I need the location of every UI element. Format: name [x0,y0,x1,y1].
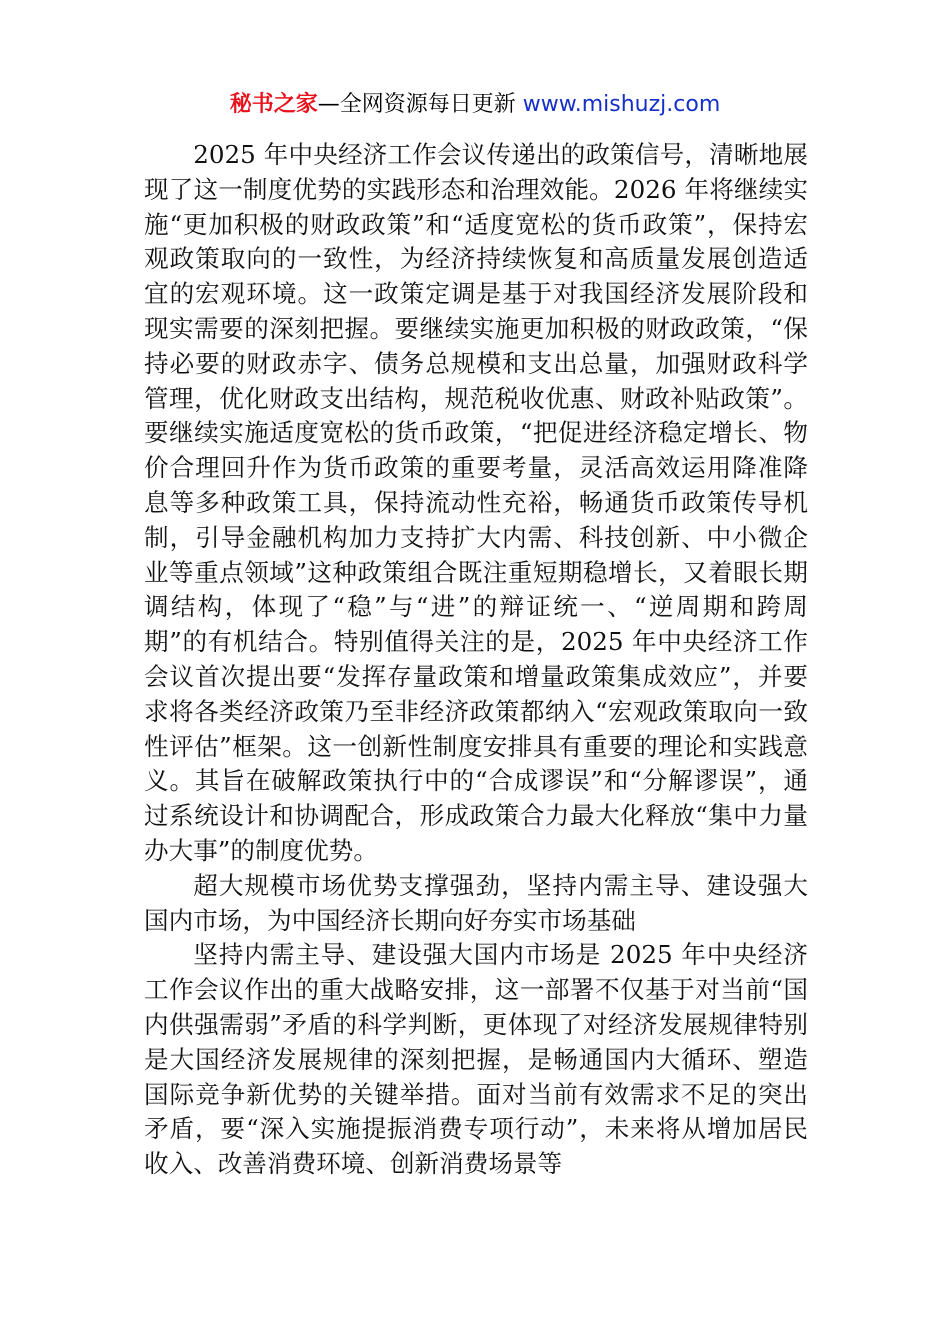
brand-name: 秘书之家 [229,92,318,117]
header-slogan: —全网资源每日更新 [317,92,523,117]
paragraph-3: 坚持内需主导、建设强大国内市场是 2025 年中央经济工作会议作出的重大战略安排，这一部署不仅基于对当前“国内供强需弱”矛盾的科学判断，更体现了对经济发展规律特别是大国经济发展规律的深刻把握，是畅通国内大循环、塑造国际竞争新优势的关键举措。面对当前有效需求不足的突出矛盾，要“深入实施提振消费专项行动”，未来将从增加居民收入、改善消费环境、创新消费场景等 [144,940,808,1179]
document-body [144,138,808,1182]
page-header [0,90,950,120]
paragraph-2: 超大规模市场优势支撑强劲，坚持内需主导、建设强大国内市场，为中国经济长期向好夯实市场基础 [144,870,808,935]
site-url-link[interactable]: www.mishuzj.com [522,92,721,117]
paragraph-1: 2025 年中央经济工作会议传递出的政策信号，清晰地展现了这一制度优势的实践形态和治理效能。2026 年将继续实施“更加积极的财政政策”和“适度宽松的货币政策”，保持宏观政策取向的一致性，为经济持续恢复和高质量发展创造适宜的宏观环境。这一政策定调是基于对我国经济发展阶段和现实需要的深刻把握。要继续实施更加积极的财政政策，“保持必要的财政赤字、债务总规模和支出总量，加强财政科学管理，优化财政支出结构，规范税收优惠、财政补贴政策”。要继续实施适度宽松的货币政策，“把促进经济稳定增长、物价合理回升作为货币政策的重要考量，灵活高效运用降准降息等多种政策工具，保持流动性充裕，畅通货币政策传导机制，引导金融机构加力支持扩大内需、科技创新、中小微企业等重点领域”这种政策组合既注重短期稳增长，又着眼长期调结构，体现了“稳”与“进”的辩证统一、“逆周期和跨周期”的有机结合。特别值得关注的是，2025 年中央经济工作会议首次提出要“发挥存量政策和增量政策集成效应”，并要求将各类经济政策乃至非经济政策都纳入“宏观政策取向一致性评估”框架。这一创新性制度安排具有重要的理论和实践意义。其旨在破解政策执行中的“合成谬误”和“分解谬误”，通过系统设计和协调配合，形成政策合力最大化释放“集中力量办大事”的制度优势。 [144,140,808,865]
